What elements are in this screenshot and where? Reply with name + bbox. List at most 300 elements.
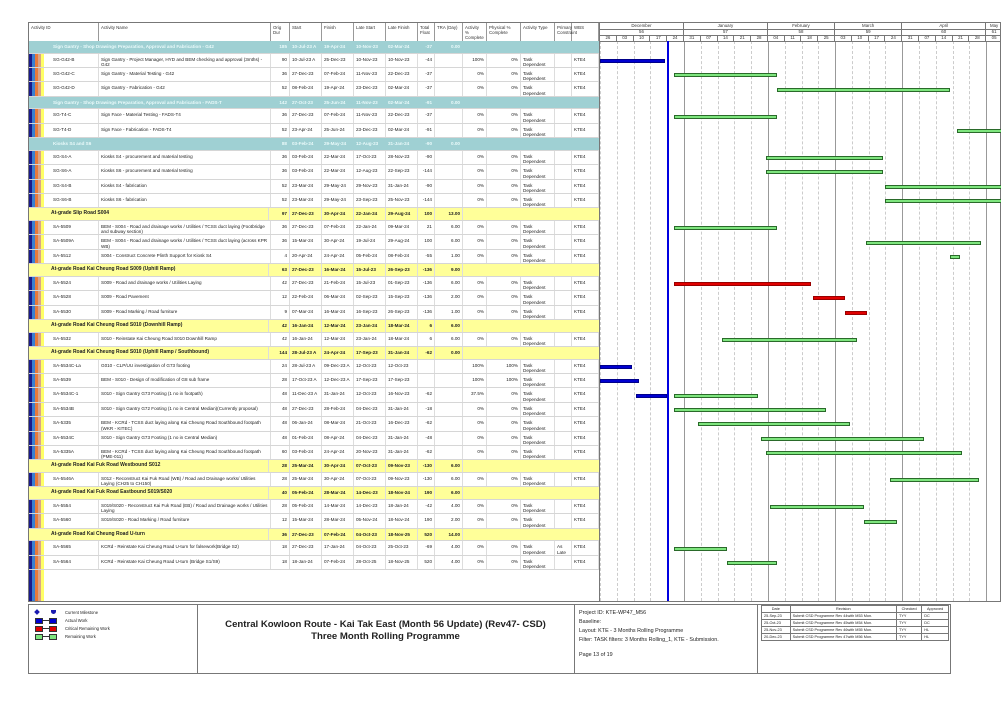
- activity-name: KCRd - Reinstate Kai Cheung Road U-turn for falsework(Bridge S2): [99, 541, 271, 554]
- col-header-activity-pct[interactable]: Activity % Complete: [463, 23, 487, 41]
- activity-id: SA-5528: [51, 291, 99, 304]
- total-float: -44: [418, 54, 435, 67]
- finish-date: 07-Feb-24: [322, 556, 354, 569]
- week-label: 28: [751, 35, 768, 41]
- late-finish: 31-Jan-24: [386, 180, 418, 193]
- activity-type: Task Dependent: [521, 109, 555, 122]
- col-header-start[interactable]: Start: [290, 23, 322, 41]
- late-start: 04-Dec-23: [354, 432, 386, 445]
- activity-pct: 0%: [463, 446, 487, 459]
- wbs-group-row[interactable]: [29, 347, 599, 360]
- orig-dur: 36: [271, 151, 290, 164]
- late-finish: 25-Nov-23: [386, 194, 418, 207]
- activity-id: SA-5534C-1: [51, 388, 99, 401]
- physical-pct: 0%: [487, 541, 521, 554]
- total-float: 21: [418, 221, 435, 234]
- activity-type: Task Dependent: [521, 432, 555, 445]
- orig-dur: 52: [271, 124, 290, 137]
- remaining-work-bar[interactable]: [727, 561, 777, 565]
- week-label: 04: [768, 35, 785, 41]
- grid-line: [600, 41, 601, 601]
- page-number: Page 13 of 19: [579, 652, 613, 658]
- orig-dur: 52: [271, 180, 290, 193]
- remaining-work-bar[interactable]: [777, 88, 950, 92]
- activity-id: SA-5539: [51, 374, 99, 387]
- remaining-work-bar[interactable]: [770, 505, 864, 509]
- activity-row[interactable]: [29, 277, 599, 291]
- primary-constraint: [555, 500, 572, 513]
- start-date: 07-Mar-24: [290, 306, 322, 319]
- total-float: -136: [418, 277, 435, 290]
- legend-item: [35, 609, 98, 615]
- title-line-1: Central Kowloon Route - Kai Tak East (Month 56 Update) (Rev47- CSD): [225, 619, 546, 630]
- primary-constraint: [555, 277, 572, 290]
- primary-constraint: [555, 165, 572, 178]
- actual-work-bar[interactable]: [600, 379, 639, 383]
- tra-days: 2.00: [435, 291, 463, 304]
- week-label: 21: [734, 35, 751, 41]
- start-date: 27-Dec-23: [290, 529, 322, 541]
- physical-pct: 0%: [487, 446, 521, 459]
- activity-row[interactable]: [29, 306, 599, 320]
- col-header-total-float[interactable]: Total Float: [418, 23, 435, 41]
- late-finish: 09-Mar-24: [386, 221, 418, 234]
- finish-date: 19-Apr-24: [324, 44, 346, 49]
- activity-id: SG-S6-A: [51, 165, 99, 178]
- late-finish: 28-Nov-23: [386, 151, 418, 164]
- remaining-work-bar[interactable]: [761, 437, 924, 441]
- activity-pct: 0%: [463, 124, 487, 137]
- primary-constraint: [555, 432, 572, 445]
- activity-pct: 0%: [463, 194, 487, 207]
- late-finish: 15-Sep-23: [386, 291, 418, 304]
- start-date: 01-Feb-24: [290, 432, 322, 445]
- late-finish: 26-Sep-23: [386, 306, 418, 319]
- finish-date: 19-Apr-24: [322, 82, 354, 95]
- start-date: 25-Mar-24: [290, 473, 322, 486]
- primary-constraint: [555, 403, 572, 416]
- primary-constraint: [555, 473, 572, 486]
- activity-row[interactable]: [29, 194, 599, 208]
- revision-cell: 25-Nov-23: [762, 627, 791, 634]
- week-label: 18: [802, 35, 819, 41]
- start-date: 22-Feb-24: [290, 291, 322, 304]
- group-name: At-grade Slip Road S004: [49, 208, 269, 220]
- finish-date: 16-Mar-24: [322, 264, 354, 276]
- remaining-work-bar[interactable]: [674, 394, 758, 398]
- activity-type: Task Dependent: [521, 388, 555, 401]
- week-label: 10: [852, 35, 869, 41]
- title-block: [28, 604, 951, 674]
- total-float: 190: [418, 514, 435, 527]
- actual-work-bar[interactable]: [600, 365, 632, 369]
- activity-id: SA-5530: [51, 306, 99, 319]
- orig-dur: 40: [271, 487, 290, 499]
- late-start: 17-Sep-23: [354, 374, 386, 387]
- revision-header: Approved: [922, 606, 949, 613]
- start-date: 06-Jan-24: [290, 417, 322, 430]
- group-name: Kiosks S4 and S6: [53, 141, 92, 147]
- start-date: 27-Dec-23: [290, 277, 322, 290]
- late-start: 12-Oct-23: [354, 360, 386, 373]
- late-finish: 10-Nov-23: [386, 54, 418, 67]
- physical-pct: 0%: [487, 556, 521, 569]
- group-name: Sign Gantry - Shop Drawings Preparation, Approval and Fabrication - FADS-T: [53, 99, 222, 105]
- grid-line: [969, 41, 970, 601]
- wbs-group-row[interactable]: [29, 138, 599, 151]
- col-header-late-start[interactable]: Late Start: [354, 23, 386, 41]
- remaining-work-bar[interactable]: [766, 170, 884, 174]
- activity-type: Task Dependent: [521, 151, 555, 164]
- revision-row: [762, 627, 949, 634]
- orig-dur: 36: [271, 529, 290, 541]
- physical-pct: 0%: [487, 277, 521, 290]
- activity-row[interactable]: [29, 403, 599, 417]
- activity-row[interactable]: [29, 417, 599, 431]
- finish-date: 17-Jan-24: [322, 541, 354, 554]
- month-number: 56: [600, 29, 684, 35]
- activity-id: SA-5532: [51, 333, 99, 346]
- activity-row[interactable]: [29, 109, 599, 123]
- remaining-work-bar[interactable]: [674, 73, 777, 77]
- orig-dur: 90: [271, 54, 290, 67]
- tra-days: [435, 82, 463, 95]
- orig-dur: 42: [271, 277, 290, 290]
- activity-pct: 0%: [463, 165, 487, 178]
- legend-bar-icon: [35, 618, 57, 623]
- col-header-primary-constraint[interactable]: Primary Constraint: [555, 23, 572, 41]
- physical-pct: 100%: [487, 360, 521, 373]
- activity-type: Task Dependent: [521, 68, 555, 81]
- month-label: December: [600, 23, 684, 29]
- week-label: 11: [785, 35, 802, 41]
- wbs: KTE4: [572, 333, 599, 346]
- tra-days: 14.00: [435, 529, 463, 541]
- legend-item: [35, 633, 96, 639]
- revision-cell: TYY: [897, 634, 922, 641]
- critical-work-bar[interactable]: [674, 282, 811, 286]
- activity-id: SG-G42-B: [51, 54, 99, 67]
- tra-days: 6.00: [435, 235, 463, 248]
- tra-days: [435, 417, 463, 430]
- physical-pct: 0%: [487, 194, 521, 207]
- col-header-activity-id[interactable]: Activity ID: [29, 23, 99, 41]
- group-name: At-grade Road Kai Fuk Road Eastbound S019/S020: [49, 487, 269, 499]
- remaining-work-bar[interactable]: [766, 156, 884, 160]
- remaining-work-bar[interactable]: [885, 199, 1001, 203]
- activity-type: Task Dependent: [521, 403, 555, 416]
- finish-date: 30-Apr-24: [322, 473, 354, 486]
- late-start: 11-Nov-23: [356, 99, 378, 105]
- activity-id: SA-5564: [51, 556, 99, 569]
- late-finish: 02-Mar-24: [388, 99, 410, 105]
- physical-pct: 0%: [487, 82, 521, 95]
- finish-date: 25-Dec-23: [322, 54, 354, 67]
- activity-name: Sign Face - Fabrication - FADS-T4: [99, 124, 271, 137]
- revision-cell: 20-Dec-23: [762, 634, 791, 641]
- physical-pct: 0%: [487, 235, 521, 248]
- orig-dur: 12: [271, 291, 290, 304]
- remaining-work-bar[interactable]: [674, 226, 777, 230]
- activity-pct: 37.5%: [463, 388, 487, 401]
- tra-days: [435, 54, 463, 67]
- col-header-tra[interactable]: TRA (Day): [435, 23, 463, 41]
- start-date: 27-Dec-23: [290, 541, 322, 554]
- start-date: 15-Mar-24: [290, 235, 322, 248]
- finish-date: 25-Jun-24: [322, 124, 354, 137]
- week-label: 03: [617, 35, 634, 41]
- start-date: 23-Mar-24: [290, 194, 322, 207]
- grid-line: [869, 41, 870, 601]
- activity-id: SA-5560: [51, 514, 99, 527]
- finish-date: 12-Dec-23 A: [322, 374, 354, 387]
- late-start: 05-Feb-24: [354, 250, 386, 263]
- total-float: -18: [418, 403, 435, 416]
- activity-name: S019/S020 - Road Marking / Road furniture: [99, 514, 271, 527]
- total-float: 100: [418, 208, 435, 220]
- late-finish: 18-Nov-25: [386, 556, 418, 569]
- activity-row[interactable]: [29, 68, 599, 82]
- total-float: -90: [418, 151, 435, 164]
- late-finish: 22-Sep-23: [386, 165, 418, 178]
- col-header-late-finish[interactable]: Late Finish: [386, 23, 418, 41]
- remaining-work-bar[interactable]: [885, 185, 1001, 189]
- activity-pct: 0%: [463, 432, 487, 445]
- wbs: KTE4: [572, 180, 599, 193]
- col-header-wbs[interactable]: WBS: [572, 23, 599, 41]
- wbs-group-row[interactable]: [29, 487, 599, 500]
- col-header-activity-name[interactable]: Activity Name: [99, 23, 271, 41]
- primary-constraint: [555, 417, 572, 430]
- tra-days: [435, 388, 463, 401]
- activity-id: SA-5512: [51, 250, 99, 263]
- week-label: 03: [835, 35, 852, 41]
- late-finish: 18-Nov-24: [386, 514, 418, 527]
- activity-row[interactable]: [29, 124, 599, 138]
- finish-date: 12-Mar-24: [322, 320, 354, 332]
- remaining-work-bar[interactable]: [866, 241, 981, 245]
- activity-row[interactable]: [29, 446, 599, 460]
- total-float: -37: [418, 109, 435, 122]
- tra-days: 13.00: [435, 208, 463, 220]
- wbs: KTE4: [572, 235, 599, 248]
- activity-row[interactable]: [29, 541, 599, 555]
- remaining-work-bar[interactable]: [890, 478, 979, 482]
- wbs-group-row[interactable]: [29, 320, 599, 333]
- remaining-work-bar[interactable]: [957, 129, 1001, 133]
- late-finish: 02-Mar-24: [386, 82, 418, 95]
- revision-cell: TYY: [897, 613, 922, 620]
- activity-type: Task Dependent: [521, 250, 555, 263]
- start-date: 27-Oct-23: [292, 99, 313, 105]
- grid-line: [852, 41, 853, 601]
- week-label: 07: [701, 35, 718, 41]
- wbs-group-row[interactable]: [29, 529, 599, 542]
- activity-row[interactable]: [29, 235, 599, 249]
- activity-row[interactable]: [29, 333, 599, 347]
- remaining-work-bar[interactable]: [722, 338, 856, 342]
- actual-work-bar[interactable]: [636, 394, 667, 398]
- physical-pct: 0%: [487, 403, 521, 416]
- activity-type: Task Dependent: [521, 333, 555, 346]
- tra-days: 0.00: [451, 141, 460, 147]
- finish-date: 12-Mar-24: [322, 333, 354, 346]
- activity-pct: 0%: [463, 333, 487, 346]
- remaining-work-bar[interactable]: [674, 408, 825, 412]
- activity-pct: 0%: [463, 417, 487, 430]
- critical-work-bar[interactable]: [845, 311, 867, 315]
- start-date: 27-Dec-23: [290, 68, 322, 81]
- primary-constraint: [555, 556, 572, 569]
- tra-days: [435, 109, 463, 122]
- activity-row[interactable]: [29, 500, 599, 514]
- late-finish: 26-Sep-23: [386, 264, 418, 276]
- remaining-work-bar[interactable]: [950, 255, 960, 259]
- wbs-group-row[interactable]: [29, 460, 599, 473]
- tra-days: 0.00: [435, 347, 463, 359]
- late-start: 23-Jan-24: [354, 320, 386, 332]
- activity-row[interactable]: [29, 556, 599, 570]
- physical-pct: 0%: [487, 221, 521, 234]
- activity-pct: 100%: [463, 374, 487, 387]
- wbs-group-row[interactable]: [29, 264, 599, 277]
- wbs-group-row[interactable]: [29, 97, 599, 110]
- tra-days: 4.00: [435, 556, 463, 569]
- late-start: 12-Aug-23: [354, 165, 386, 178]
- physical-pct: 0%: [487, 54, 521, 67]
- late-start: 07-Oct-23: [354, 473, 386, 486]
- activity-row[interactable]: [29, 374, 599, 388]
- late-start: 10-Nov-23: [354, 54, 386, 67]
- physical-pct: 0%: [487, 180, 521, 193]
- remaining-work-bar[interactable]: [698, 422, 849, 426]
- week-label: 21: [953, 35, 970, 41]
- title-line-2: Three Month Rolling Programme: [311, 631, 460, 642]
- activity-row[interactable]: [29, 165, 599, 179]
- activity-pct: 0%: [463, 221, 487, 234]
- finish-date: 16-Mar-24: [322, 306, 354, 319]
- activity-type: Task Dependent: [521, 124, 555, 137]
- revision-row: [762, 634, 949, 641]
- wbs: KTE4: [572, 514, 599, 527]
- orig-dur: 9: [271, 306, 290, 319]
- week-label: 24: [667, 35, 684, 41]
- tra-days: 9.00: [435, 264, 463, 276]
- activity-name: S009 - Road and drainage works / Utilities Laying: [99, 277, 271, 290]
- orig-dur: 42: [271, 333, 290, 346]
- week-label: 10: [634, 35, 651, 41]
- timescale-row-3: [600, 35, 1001, 42]
- activity-row[interactable]: [29, 54, 599, 68]
- late-finish: 18-Mar-24: [386, 333, 418, 346]
- late-finish: 25-Oct-23: [386, 541, 418, 554]
- activity-type: Task Dependent: [521, 194, 555, 207]
- activity-pct: 0%: [463, 180, 487, 193]
- physical-pct: 0%: [487, 500, 521, 513]
- remaining-work-bar[interactable]: [674, 547, 727, 551]
- activity-pct: 0%: [463, 473, 487, 486]
- remaining-work-bar[interactable]: [766, 451, 963, 455]
- activity-row[interactable]: [29, 514, 599, 528]
- grid-line: [734, 41, 735, 601]
- col-header-orig-dur[interactable]: Orig Dur: [271, 23, 290, 41]
- month-number: 60: [902, 29, 986, 35]
- critical-work-bar[interactable]: [813, 296, 844, 300]
- activity-name: S010 - Sign Gantry G72 Footing (1 no in Central Median)(Currently proposal): [99, 403, 271, 416]
- total-float: 190: [418, 487, 435, 499]
- activity-row[interactable]: [29, 360, 599, 374]
- total-float: 6: [418, 333, 435, 346]
- primary-constraint: [555, 360, 572, 373]
- orig-dur: 18: [271, 556, 290, 569]
- activity-row[interactable]: [29, 82, 599, 96]
- physical-pct: 0%: [487, 68, 521, 81]
- late-finish: 09-Nov-23: [386, 473, 418, 486]
- finish-date: 29-May-24: [322, 180, 354, 193]
- primary-constraint: [555, 306, 572, 319]
- revision-cell: DC: [922, 613, 949, 620]
- activity-row[interactable]: [29, 180, 599, 194]
- late-start: 12-Oct-23: [354, 388, 386, 401]
- legend-label: Remaining Work: [65, 633, 96, 639]
- total-float: 520: [418, 529, 435, 541]
- activity-name: Sign Gantry - Fabrication - G42: [99, 82, 271, 95]
- start-date: 20-Apr-24: [290, 250, 322, 263]
- activity-row[interactable]: [29, 291, 599, 305]
- wbs: KTE4: [572, 194, 599, 207]
- primary-constraint: [555, 333, 572, 346]
- revision-cell: Submit CSD Programme Rev 46with M55 Mon.: [790, 627, 896, 634]
- col-header-physical-pct[interactable]: Physical % Complete: [487, 23, 521, 41]
- late-finish: 22-Dec-23: [386, 68, 418, 81]
- orig-dur: 36: [271, 109, 290, 122]
- activity-row[interactable]: [29, 388, 599, 402]
- col-header-finish[interactable]: Finish: [322, 23, 354, 41]
- start-date: 10-Jul-23 A: [292, 44, 317, 49]
- revision-cell: 25-Sep-23: [762, 613, 791, 620]
- legend: [29, 605, 198, 673]
- grid-line: [684, 41, 685, 601]
- project-info: [575, 605, 758, 673]
- finish-date: 24-Apr-24: [322, 250, 354, 263]
- orig-dur: 48: [271, 403, 290, 416]
- activity-row[interactable]: [29, 221, 599, 235]
- wbs-group-row[interactable]: [29, 208, 599, 221]
- activity-id: SA-5335A: [51, 446, 99, 459]
- late-start: 16-Sep-23: [354, 306, 386, 319]
- activity-row[interactable]: [29, 151, 599, 165]
- activity-id: SA-5335: [51, 417, 99, 430]
- activity-row[interactable]: [29, 432, 599, 446]
- activity-row[interactable]: [29, 250, 599, 264]
- remaining-work-bar[interactable]: [864, 520, 898, 524]
- late-start: 15-Jul-23: [354, 264, 386, 276]
- activity-row[interactable]: [29, 473, 599, 487]
- wbs-group-row[interactable]: [29, 41, 599, 54]
- late-start: 02-Sep-23: [354, 291, 386, 304]
- data-date-line: [667, 41, 669, 601]
- late-start: 28-Oct-25: [354, 556, 386, 569]
- total-float: -136: [418, 264, 435, 276]
- physical-pct: 0%: [487, 250, 521, 263]
- activity-type: Task Dependent: [521, 235, 555, 248]
- actual-work-bar[interactable]: [600, 59, 665, 63]
- col-header-activity-type[interactable]: Activity Type: [521, 23, 555, 41]
- start-date: 27-Dec-23: [290, 221, 322, 234]
- primary-constraint: [555, 54, 572, 67]
- activity-type: Task Dependent: [521, 82, 555, 95]
- remaining-work-bar[interactable]: [674, 115, 777, 119]
